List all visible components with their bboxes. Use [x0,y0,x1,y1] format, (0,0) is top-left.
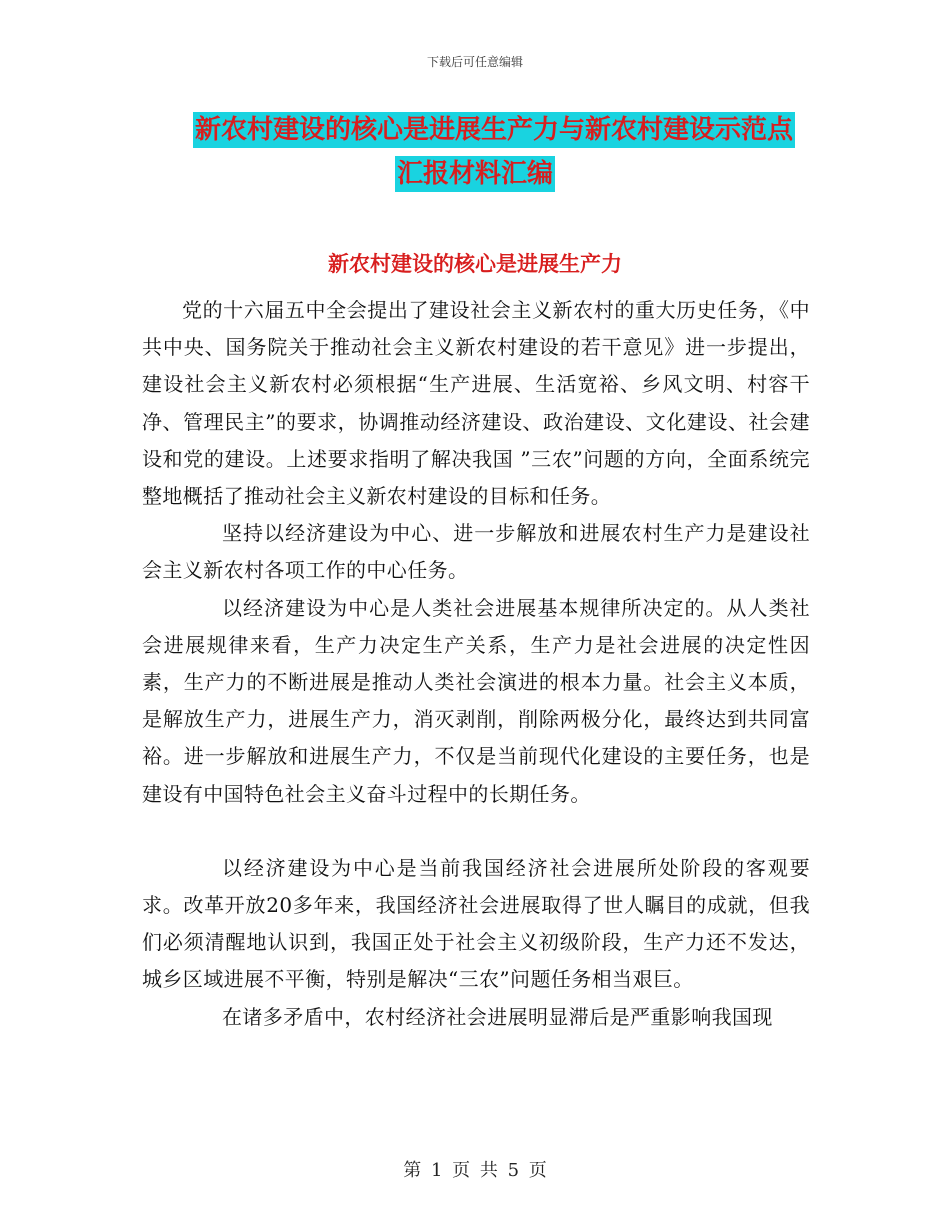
title-line-2-wrapper [395,156,555,192]
paragraph-1: 党的十六届五中全会提出了建设社会主义新农村的重大历史任务，《中共中央、国务院关于推动社会主义新农村建设的若干意见》进一步提出，建设社会主义新农村必须根据“生产进展、生活宽裕、乡风文明、村容干净、管理民主”的要求，协调推动经济建设、政治建设、文化建设、社会建设和党的建设。上述要求指明了解决我国 ”三农”问题的方向，全面系统完整地概括了推动社会主义新农村建设的目标和任务。 [142,298,810,509]
document-title-line-2: 汇报材料汇编 [395,156,555,192]
title-line-1-wrapper [193,112,795,148]
page-footer: 第 1 页 共 5 页 [403,1160,547,1181]
paragraph-2: 坚持以经济建设为中心、进一步解放和进展农村生产力是建设社会主义新农村各项工作的中心任务。 [142,521,810,583]
document-title-line-1: 新农村建设的核心是进展生产力与新农村建设示范点 [193,112,795,148]
paragraph-4: 以经济建设为中心是当前我国经济社会进展所处阶段的客观要求。改革开放20多年来，我国经济社会进展取得了世人瞩目的成就，但我们必须清醒地认识到，我国正处于社会主义初级阶段，生产力还不发达，城乡区域进展不平衡，特别是解决“三农”问题任务相当艰巨。 [142,855,810,992]
paragraph-3: 以经济建设为中心是人类社会进展基本规律所决定的。从人类社会进展规律来看，生产力决定生产关系，生产力是社会进展的决定性因素，生产力的不断进展是推动人类社会演进的根本力量。社会主义本质，是解放生产力，进展生产力，消灭剥削，削除两极分化，最终达到共同富裕。进一步解放和进展生产力，不仅是当前现代化建设的主要任务，也是建设有中国特色社会主义奋斗过程中的长期任务。 [142,595,810,806]
section-heading: 新农村建设的核心是进展生产力 [328,251,622,276]
page-header: 下载后可任意编辑 [426,55,523,69]
document-body [142,292,810,1036]
paragraph-5: 在诸多矛盾中，农村经济社会进展明显滞后是严重影响我国现 [222,1004,773,1029]
